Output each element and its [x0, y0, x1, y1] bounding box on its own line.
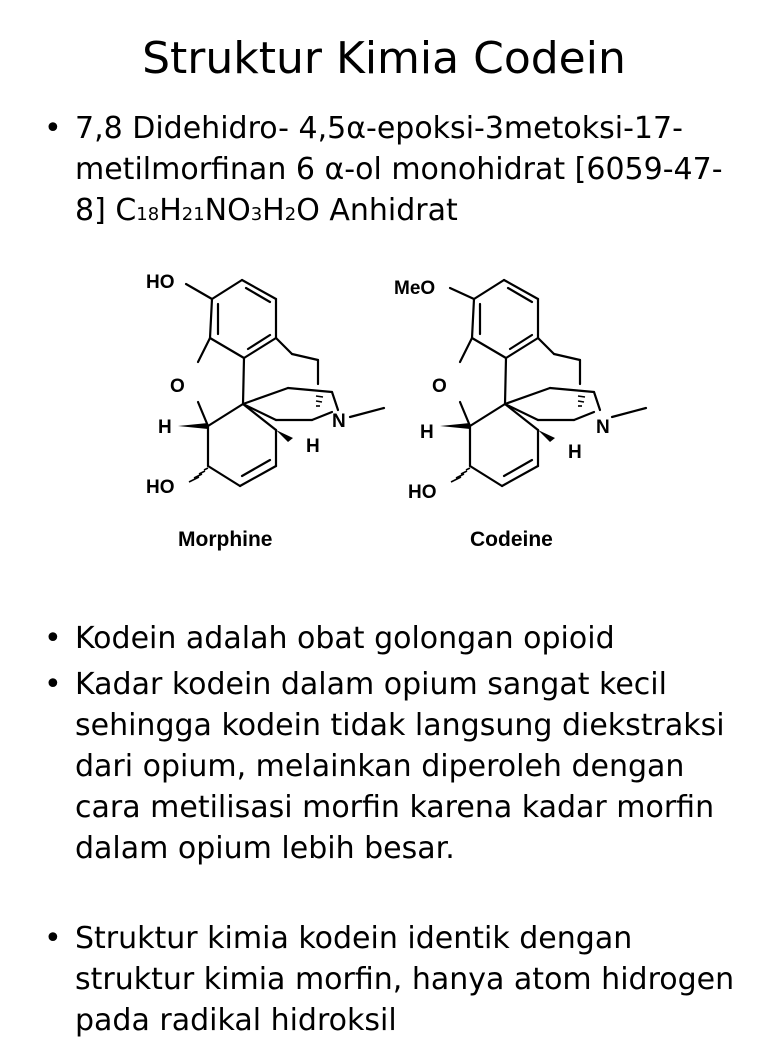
formula-text: NO: [204, 193, 251, 228]
morphine-label-h-left: H: [158, 417, 172, 438]
codeine-structure: [450, 280, 646, 486]
bullet-text: Kodein adalah obat golongan opioid: [75, 621, 615, 656]
codeine-label-meo-top: MeO: [394, 278, 436, 299]
morphine-label-h-right: H: [306, 436, 320, 457]
bullet-marker: •: [44, 667, 62, 702]
bullet-structure-identity: [44, 918, 744, 1041]
codeine-caption: Codeine: [470, 528, 553, 551]
bullet-marker: •: [44, 921, 62, 956]
codeine-label-h-right: H: [568, 442, 582, 463]
formula-subscript: 18: [136, 204, 160, 225]
formula-text: O Anhidrat: [296, 193, 458, 228]
morphine-wedge-bond: [178, 423, 208, 429]
bullet-opium-content: [44, 664, 744, 869]
bullet-text: Struktur kimia kodein identik dengan struktur kimia morfin, hanya atom hidrogen pada radikal hidroksil: [75, 921, 735, 1038]
morphine-hash-bond: [316, 396, 323, 406]
morphine-hash-bond: [189, 468, 208, 482]
morphine-wedge-bond: [276, 430, 293, 442]
codeine-wedge-bond: [538, 430, 555, 442]
formula-text: 7,8 Didehidro- 4,5α-epoksi-3metoksi-17-metilmorfinan 6 α-ol monohidrat [6059-47-8] C: [75, 111, 723, 228]
codeine-hash-bond: [451, 468, 470, 482]
codeine-wedge-bond: [440, 423, 470, 429]
formula-subscript: 3: [250, 204, 263, 225]
morphine-label-n: N: [332, 411, 346, 432]
bullet-opioid: [44, 618, 744, 659]
chemical-structures-figure: [140, 262, 660, 562]
formula-subscript: 21: [181, 204, 205, 225]
codeine-label-h-left: H: [420, 422, 434, 443]
bullet-iupac-name: [44, 108, 744, 235]
structures-svg: [140, 262, 660, 562]
morphine-caption: Morphine: [178, 528, 273, 551]
morphine-label-o: O: [170, 376, 185, 397]
bullet-text: [75, 108, 744, 235]
morphine-label-ho-bottom: HO: [146, 477, 175, 498]
formula-subscript: 2: [284, 204, 297, 225]
bullet-marker: •: [44, 621, 62, 656]
slide-title: Struktur Kimia Codein: [142, 33, 626, 84]
morphine-label-ho-top: HO: [146, 272, 175, 293]
formula-text: H: [262, 193, 285, 228]
morphine-structure: [186, 280, 384, 486]
codeine-label-o: O: [432, 376, 447, 397]
formula-text: H: [159, 193, 182, 228]
bullet-marker: •: [44, 111, 62, 146]
codeine-hash-bond: [578, 396, 585, 406]
bullet-text: Kadar kodein dalam opium sangat kecil sehingga kodein tidak langsung diekstraksi dari opium, melainkan diperoleh dengan cara metilisasi morfin karena kadar morfin dalam opium lebih besar.: [75, 667, 725, 866]
codeine-label-n: N: [596, 417, 610, 438]
codeine-label-ho-bottom: HO: [408, 482, 437, 503]
